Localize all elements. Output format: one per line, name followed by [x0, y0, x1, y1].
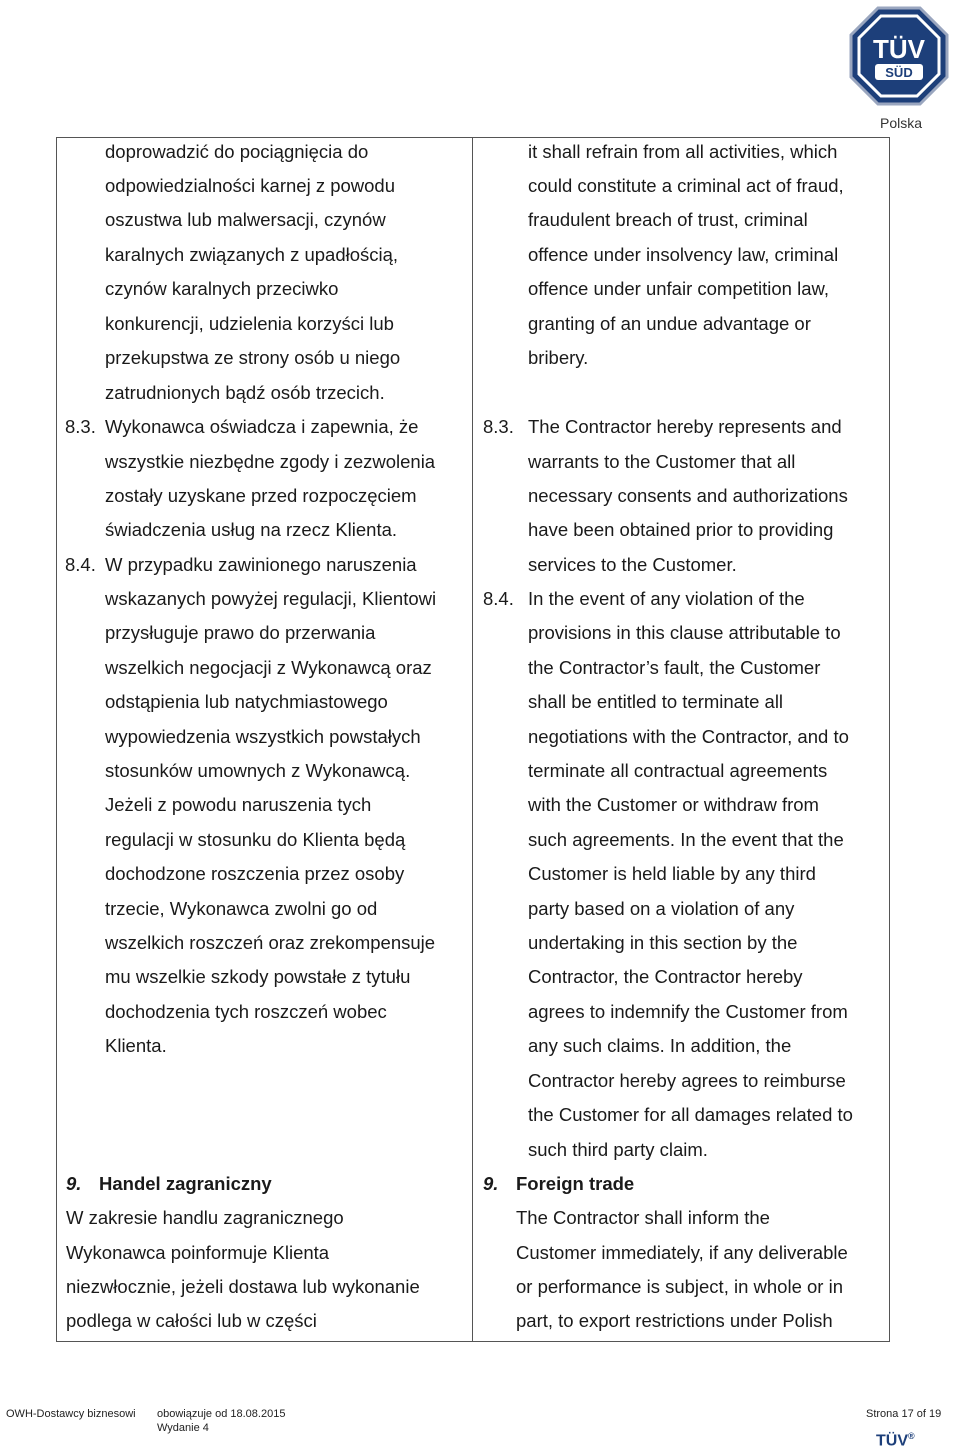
footer-edition: Wydanie 4 — [157, 1422, 209, 1434]
text-line: necessary consents and authorizations — [528, 485, 848, 506]
logo-text: TÜV — [873, 34, 925, 64]
text-line: could constitute a criminal act of fraud, — [528, 175, 844, 196]
section-heading: Foreign trade — [516, 1173, 635, 1194]
text-line: dochodzone roszczenia przez osoby — [105, 863, 405, 884]
text-line: regulacji w stosunku do Klienta będą — [105, 829, 406, 850]
text-line: The Contractor hereby represents and — [528, 416, 842, 437]
text-line: any such claims. In addition, the — [528, 1035, 792, 1056]
text-line: przekupstwa ze strony osób u niego — [105, 347, 401, 368]
text-line: The Contractor shall inform the — [516, 1207, 770, 1228]
footer-page-number: Strona 17 of 19 — [866, 1408, 942, 1420]
text-line: have been obtained prior to providing — [528, 519, 834, 540]
text-line: czynów karalnych przeciwko — [105, 278, 339, 299]
text-line: offence under insolvency law, criminal — [528, 244, 839, 265]
text-line: the Customer for all damages related to — [528, 1104, 853, 1125]
text-line: świadczenia usług na rzecz Klienta. — [105, 519, 398, 540]
text-line: wszystkie niezbędne zgody i zezwolenia — [105, 451, 436, 472]
section-number: 8.4. — [483, 588, 514, 609]
bilingual-table — [56, 137, 890, 1342]
text-line: granting of an undue advantage or — [528, 313, 811, 334]
text-line: trzecie, Wykonawca zwolni go od — [105, 898, 378, 919]
text-line: Customer is held liable by any third — [528, 863, 816, 884]
text-line: niezwłocznie, jeżeli dostawa lub wykonanie — [66, 1276, 420, 1297]
text-line: Jeżeli z powodu naruszenia tych — [105, 794, 372, 815]
text-line: such agreements. In the event that the — [528, 829, 844, 850]
text-line: warrants to the Customer that all — [528, 451, 796, 472]
text-line: oszustwa lub malwersacji, czynów — [105, 209, 386, 230]
text-line: doprowadzić do pociągnięcia do — [105, 141, 369, 162]
tuv-sud-logo — [847, 4, 951, 108]
text-line: Wykonawca poinformuje Klienta — [66, 1242, 330, 1263]
text-line: shall be entitled to terminate all — [528, 691, 784, 712]
text-line: odstąpienia lub natychmiastowego — [105, 691, 388, 712]
section-number: 8.3. — [65, 416, 96, 437]
registered-mark: ® — [908, 1431, 915, 1441]
text-line: Klienta. — [105, 1035, 167, 1056]
text-line: odpowiedzialności karnej z powodu — [105, 175, 396, 196]
text-line: zostały uzyskane przed rozpoczęciem — [105, 485, 417, 506]
footer-valid-from: obowiązuje od 18.08.2015 — [157, 1408, 286, 1420]
text-line: provisions in this clause attributable to — [528, 622, 841, 643]
text-line: undertaking in this section by the — [528, 932, 798, 953]
text-line: it shall refrain from all activities, which — [528, 141, 838, 162]
text-line: bribery. — [528, 347, 589, 368]
text-line: wszelkich roszczeń oraz zrekompensuje — [105, 932, 436, 953]
text-line: W przypadku zawinionego naruszenia — [105, 554, 417, 575]
text-line: mu wszelkie szkody powstałe z tytułu — [105, 966, 411, 987]
footer-doc-name: OWH-Dostawcy biznesowi — [6, 1408, 136, 1420]
logo-subtext: SÜD — [885, 65, 913, 80]
logo-country: Polska — [880, 115, 923, 131]
text-line: terminate all contractual agreements — [528, 760, 828, 781]
text-line: negotiations with the Contractor, and to — [528, 726, 849, 747]
text-line: W zakresie handlu zagranicznego — [66, 1207, 344, 1228]
text-line: konkurencji, udzielenia korzyści lub — [105, 313, 394, 334]
text-line: Contractor hereby agrees to reimburse — [528, 1070, 846, 1091]
text-line: agrees to indemnify the Customer from — [528, 1001, 848, 1022]
footer-tuv-logo — [876, 1431, 915, 1450]
text-line: dochodzenia tych roszczeń wobec — [105, 1001, 387, 1022]
text-line: the Contractor’s fault, the Customer — [528, 657, 821, 678]
text-line: wskazanych powyżej regulacji, Klientowi — [105, 588, 437, 609]
text-line: offence under unfair competition law, — [528, 278, 829, 299]
section-number: 8.3. — [483, 416, 514, 437]
text-line: wszelkich negocjacji z Wykonawcą oraz — [105, 657, 432, 678]
text-line: In the event of any violation of the — [528, 588, 805, 609]
text-line: with the Customer or withdraw from — [528, 794, 819, 815]
section-number: 8.4. — [65, 554, 96, 575]
text-line: Contractor, the Contractor hereby — [528, 966, 803, 987]
text-line: part, to export restrictions under Polish — [516, 1310, 833, 1331]
text-line: or performance is subject, in whole or in — [516, 1276, 843, 1297]
text-line: podlega w całości lub w części — [66, 1310, 317, 1331]
text-line: stosunków umownych z Wykonawcą. — [105, 760, 411, 781]
text-line: Wykonawca oświadcza i zapewnia, że — [105, 416, 419, 437]
text-line: przysługuje prawo do przerwania — [105, 622, 376, 643]
section-heading: Handel zagraniczny — [99, 1173, 272, 1194]
text-line: fraudulent breach of trust, criminal — [528, 209, 808, 230]
text-line: such third party claim. — [528, 1139, 708, 1160]
footer-logo-text: TÜV — [876, 1432, 908, 1450]
text-line: karalnych związanych z upadłością, — [105, 244, 399, 265]
text-line: party based on a violation of any — [528, 898, 795, 919]
text-line: wypowiedzenia wszystkich powstałych — [105, 726, 421, 747]
section-number: 9. — [483, 1173, 499, 1194]
section-number: 9. — [66, 1173, 82, 1194]
text-line: Customer immediately, if any deliverable — [516, 1242, 848, 1263]
text-line: services to the Customer. — [528, 554, 737, 575]
text-line: zatrudnionych bądź osób trzecich. — [105, 382, 385, 403]
column-divider — [472, 138, 473, 1341]
